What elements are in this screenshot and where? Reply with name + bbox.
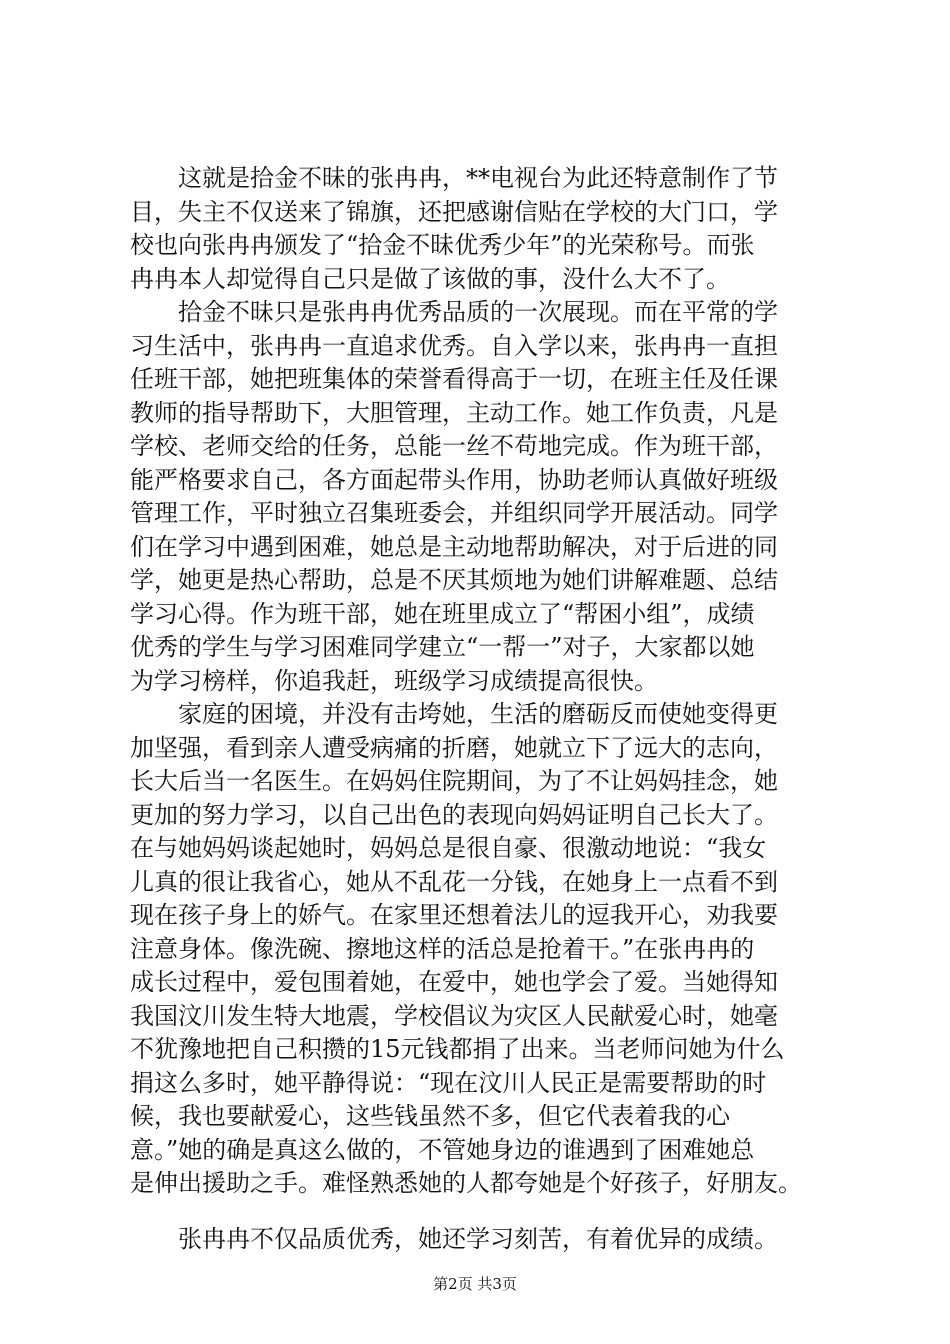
text-line: 成长过程中，爱包围着她，在爱中，她也学会了爱。当她得知	[130, 968, 778, 996]
text-line: 捐这么多时，她平静得说：“现在汶川人民正是需要帮助的时	[130, 1068, 767, 1097]
text-line: 优秀的学生与学习困难同学建立“一帮一”对子，大家都以她	[130, 633, 755, 661]
text-line: 能严格要求自己，各方面起带头作用，协助老师认真做好班级	[130, 465, 778, 494]
page-footer: 第2页 共3页	[433, 1275, 517, 1293]
text-line: 候，我也要献爱心，这些钱虽然不多，但它代表着我的心	[130, 1102, 730, 1130]
text-line: 加坚强，看到亲人遭受病痛的折磨，她就立下了远大的志向，	[130, 733, 778, 762]
text-line: 在与她妈妈谈起她时，妈妈总是很自豪、很激动地说：“我女	[130, 834, 767, 862]
text-line: 这就是拾金不昧的张冉冉，**电视台为此还特意制作了节	[130, 164, 778, 192]
text-line: 不犹豫地把自己积攒的15元钱都捐了出来。当老师问她为什么	[130, 1035, 785, 1063]
document-body	[130, 162, 835, 1256]
text-line: 为学习榜样，你追我赶，班级学习成绩提高很快。	[130, 666, 658, 695]
text-line: 学，她更是热心帮助，总是不厌其烦地为她们讲解难题、总结	[130, 566, 778, 594]
text-line: 管理工作，平时独立召集班委会，并组织同学开展活动。同学	[130, 499, 778, 527]
text-line: 冉冉本人却觉得自己只是做了该做的事，没什么大不了。	[130, 264, 730, 293]
text-line: 家庭的困境，并没有击垮她，生活的磨砺反而使她变得更	[130, 700, 778, 728]
final-paragraph: 张冉冉不仅品质优秀，她还学习刻苦，有着优异的成绩。	[130, 1224, 778, 1253]
text-line: 校也向张冉冉颁发了“拾金不昧优秀少年”的光荣称号。而张	[130, 231, 755, 259]
text-line: 意。”她的确是真这么做的，不管她身边的谁遇到了困难她总	[130, 1135, 755, 1164]
text-line: 更加的努力学习，以自己出色的表现向妈妈证明自己长大了。	[130, 800, 778, 829]
text-line: 拾金不昧只是张冉冉优秀品质的一次展现。而在平常的学	[130, 298, 778, 326]
text-line: 注意身体。像洗碗、擦地这样的活总是抢着干。”在张冉冉的	[130, 934, 755, 963]
text-line: 学习心得。作为班干部，她在班里成立了“帮困小组”，成绩	[130, 599, 755, 628]
text-line: 学校、老师交给的任务，总能一丝不苟地完成。作为班干部，	[130, 432, 778, 460]
text-line: 长大后当一名医生。在妈妈住院期间，为了不让妈妈挂念，她	[130, 767, 778, 795]
text-line: 任班干部，她把班集体的荣誉看得高于一切，在班主任及任课	[130, 365, 778, 393]
text-line: 习生活中，张冉冉一直追求优秀。自入学以来，张冉冉一直担	[130, 331, 778, 360]
text-line: 们在学习中遇到困难，她总是主动地帮助解决，对于后进的同	[130, 532, 778, 561]
paragraph-gap	[130, 1201, 835, 1223]
text-line: 目，失主不仅送来了锦旗，还把感谢信贴在学校的大门口，学	[130, 197, 778, 226]
text-line: 我国汶川发生特大地震，学校倡议为灾区人民献爱心时，她毫	[130, 1001, 778, 1030]
text-line: 是伸出援助之手。难怪熟悉她的人都夸她是个好孩子，好朋友。	[130, 1169, 802, 1197]
text-line: 现在孩子身上的娇气。在家里还想着法儿的逗我开心，劝我要	[130, 901, 778, 929]
text-line: 教师的指导帮助下，大胆管理，主动工作。她工作负责，凡是	[130, 398, 778, 427]
text-line: 儿真的很让我省心，她从不乱花一分钱，在她身上一点看不到	[130, 867, 778, 896]
